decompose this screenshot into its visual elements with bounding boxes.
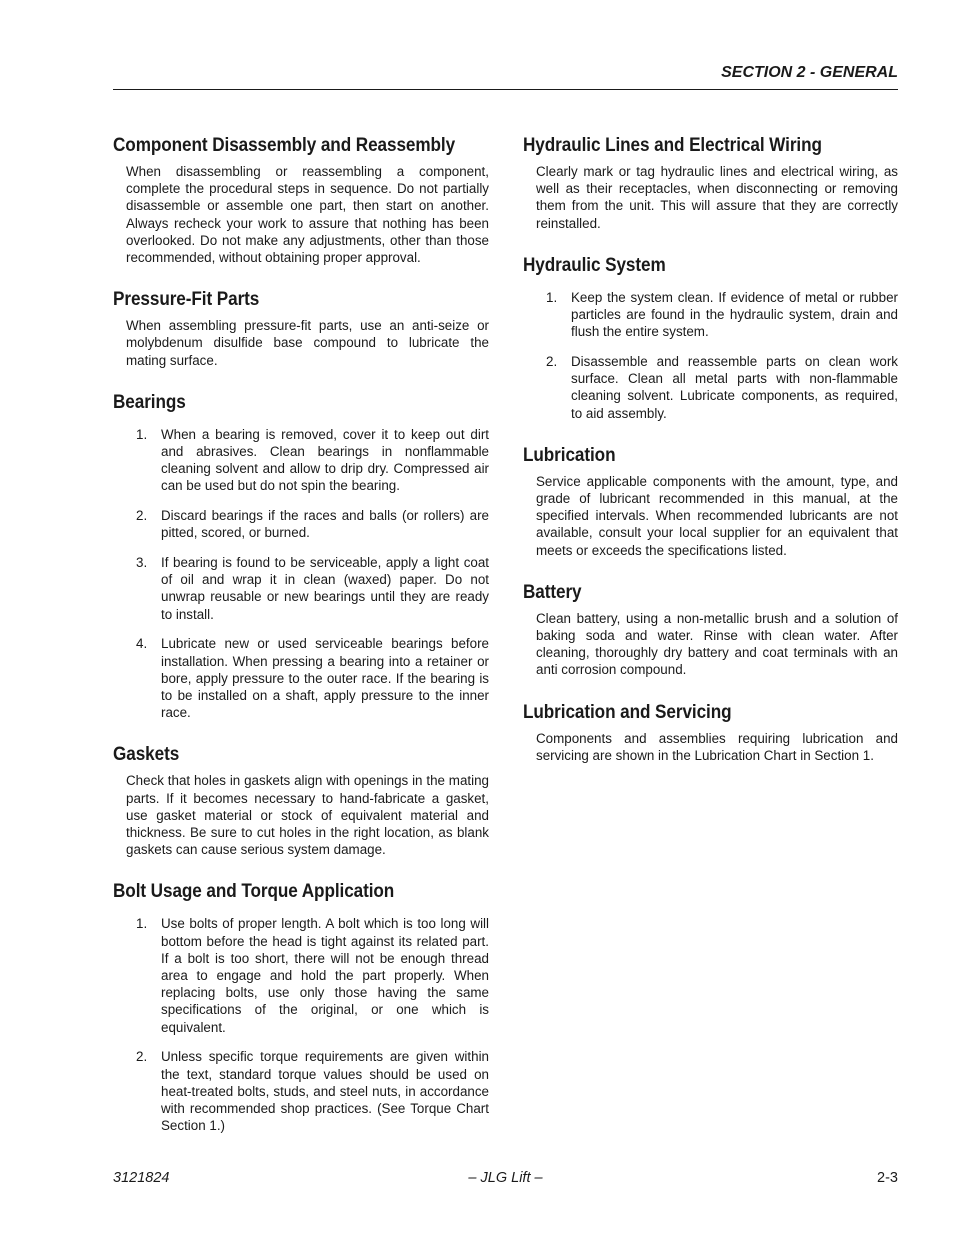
section-lubrication: [523, 444, 898, 559]
list-item-number: 2.: [136, 1049, 148, 1065]
hydraulic-system-list: [523, 289, 898, 422]
list-item-text: Lubricate new or used serviceable bearings before installation. When pressing a bearing into a retainer or bore, apply pressure to the outer race. If the bearing is to be installed on a shaft, apply pressure to the inner race.: [161, 636, 489, 721]
list-item: [113, 426, 489, 495]
paragraph-lube-servicing: Components and assemblies requiring lubrication and servicing are shown in the Lubrication Chart in Section 1.: [536, 730, 898, 763]
heading-battery: Battery: [523, 580, 582, 603]
list-item-number: 3.: [136, 555, 148, 571]
list-item-number: 1.: [136, 916, 148, 932]
heading-lube-servicing: Lubrication and Servicing: [523, 700, 732, 723]
section-hydraulic-system: [523, 254, 898, 422]
section-header: SECTION 2 - GENERAL: [721, 64, 898, 81]
list-item-text: Disassemble and reassemble parts on clean work surface. Clean all metal parts with non-flammable cleaning solvent. Lubricate components, as required, to aid assembly.: [571, 353, 898, 421]
page-number: 2-3: [877, 1170, 898, 1186]
paragraph-battery: Clean battery, using a non-metallic brush and a solution of baking soda and water. Rinse with clean water. After cleaning, thoroughly dry battery and coat terminals with an anti corrosion compound.: [536, 610, 898, 678]
section-hydraulic-lines: [523, 134, 898, 232]
list-item: [113, 635, 489, 721]
list-item-text: Discard bearings if the races and balls (or rollers) are pitted, scored, or burned.: [161, 508, 489, 541]
publisher-name: – JLG Lift –: [468, 1170, 543, 1186]
list-item-text: Use bolts of proper length. A bolt which is too long will bottom before the head is tight against its related part. If a bolt is too short, there will not be enough thread area to engage and hold the part properly. When replacing bolts, use only those having the same specifications of the original, or one which is equivalent.: [161, 916, 489, 1035]
heading-hydraulic-lines: Hydraulic Lines and Electrical Wiring: [523, 134, 822, 156]
heading-gaskets: Gaskets: [113, 743, 180, 766]
list-item: [113, 554, 489, 623]
list-item: [523, 353, 898, 422]
list-item: [113, 915, 489, 1035]
list-item: [113, 507, 489, 541]
right-column: [523, 134, 898, 786]
heading-disassembly: Component Disassembly and Reassembly: [113, 134, 456, 156]
paragraph-hydraulic-lines: Clearly mark or tag hydraulic lines and electrical wiring, as well as their receptacles, when disconnecting or removing them from the unit. This will assure that they are correctly reinstalled.: [536, 164, 898, 231]
heading-bearings: Bearings: [113, 390, 186, 413]
list-item-text: Keep the system clean. If evidence of metal or rubber particles are found in the hydraulic system, drain and flush the entire system.: [571, 289, 898, 340]
list-item-number: 2.: [546, 353, 558, 369]
list-item-number: 2.: [136, 508, 148, 524]
list-item-text: If bearing is found to be serviceable, apply a light coat of oil and wrap it in clean (waxed) paper. Do not unwrap reusable or new bearings until they are ready to install.: [161, 555, 489, 622]
heading-bolts: Bolt Usage and Torque Application: [113, 880, 395, 903]
paragraph-gaskets: Check that holes in gaskets align with openings in the mating parts. If it becomes necessary to hand-fabricate a gasket, use gasket material or stock of equivalent material and thickness. Be sure to cut holes in the right location, as blank gaskets can cause serious system damage.: [126, 773, 489, 858]
list-item: [113, 1048, 489, 1134]
list-item-number: 1.: [546, 289, 558, 305]
heading-hydraulic-system: Hydraulic System: [523, 253, 666, 276]
page-footer: [113, 1170, 898, 1190]
list-item-number: 1.: [136, 426, 148, 442]
section-battery: [523, 581, 898, 679]
left-column: [113, 134, 489, 1156]
header-divider: [113, 89, 898, 90]
bearings-list: [113, 426, 489, 722]
paragraph-disassembly: When disassembling or reassembling a component, complete the procedural steps in sequence. Do not partially disassemble or assemble one part, then start on another. Always recheck your work to assure that nothing has been overlooked. Do not make any adjustments, other than those recommended, without obtaining proper approval.: [126, 164, 489, 266]
section-bolts: [113, 880, 489, 1134]
list-item-text: When a bearing is removed, cover it to keep out dirt and abrasives. Clean bearings in nonflammable cleaning solvent and allow to drip dry. Compressed air can be used but do not spin the bearing.: [161, 426, 489, 494]
list-item: [523, 289, 898, 341]
list-item-text: Unless specific torque requirements are given within the text, standard torque values should be used on heat-treated bolts, studs, and steel nuts, in accordance with recommended shop practices. (See Torque Chart Section 1.): [161, 1049, 489, 1134]
list-item-number: 4.: [136, 636, 148, 652]
section-gaskets: [113, 743, 489, 858]
section-disassembly: [113, 134, 489, 266]
heading-lubrication: Lubrication: [523, 443, 616, 466]
section-lube-servicing: [523, 701, 898, 764]
section-bearings: [113, 391, 489, 722]
section-pressure-fit: [113, 288, 489, 369]
doc-number: 3121824: [113, 1170, 170, 1186]
bolts-list: [113, 915, 489, 1134]
paragraph-pressure-fit: When assembling pressure-fit parts, use an anti-seize or molybdenum disulfide base compound to lubricate the mating surface.: [126, 318, 489, 368]
heading-pressure-fit: Pressure-Fit Parts: [113, 288, 260, 311]
paragraph-lubrication: Service applicable components with the amount, type, and grade of lubricant recommended in this manual, at the specified intervals. When recommended lubricants are not available, consult your local supplier for an equivalent that meets or exceeds the specifications listed.: [536, 473, 898, 558]
